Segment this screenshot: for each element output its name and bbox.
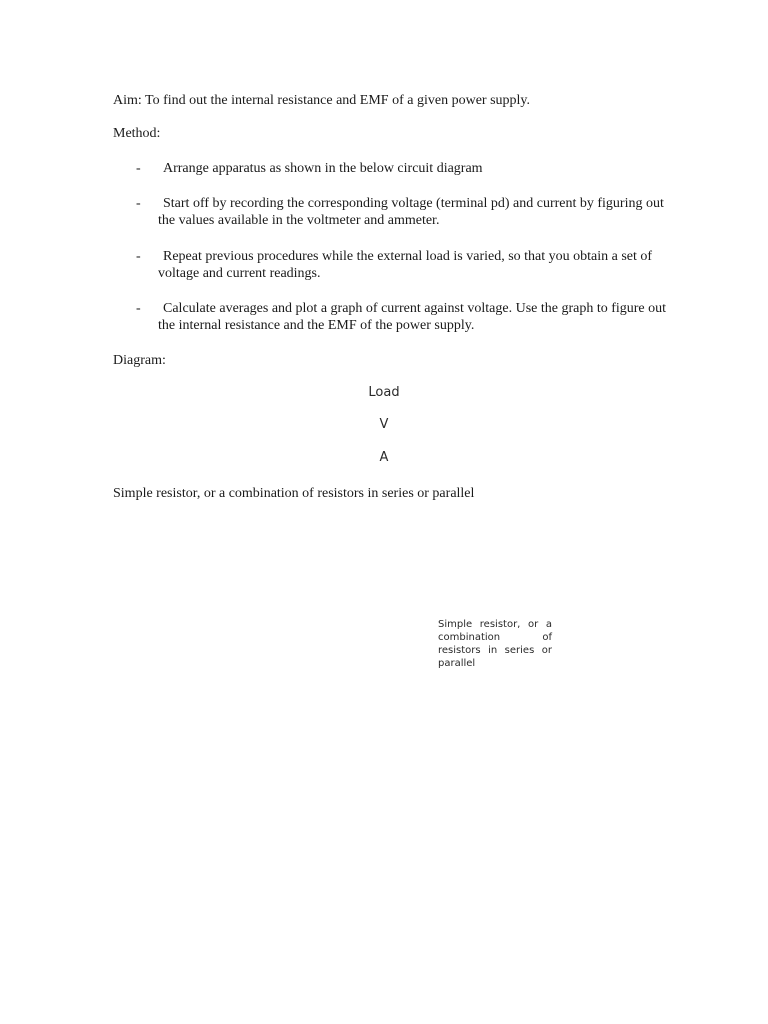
list-item xyxy=(136,195,676,229)
ammeter-label: A xyxy=(379,450,389,465)
diagram-caption: Simple resistor, or a combination of resistors in series or parallel xyxy=(113,486,475,501)
list-item xyxy=(136,248,676,282)
list-item xyxy=(136,160,676,177)
load-label: Load xyxy=(368,385,400,400)
list-bullet: - xyxy=(136,249,141,264)
list-bullet: - xyxy=(136,196,141,211)
diagram-heading: Diagram: xyxy=(113,353,166,368)
aim-statement: Aim: To find out the internal resistance and EMF of a given power supply. xyxy=(113,93,530,108)
list-item-text: Start off by recording the corresponding voltage (terminal pd) and current by figuring out the values available in the voltmeter and ammeter. xyxy=(158,196,664,228)
list-bullet: - xyxy=(136,161,141,176)
list-item xyxy=(136,300,676,334)
diagram-callout-text: Simple resistor, or a combination of resistors in series or parallel xyxy=(438,619,552,669)
method-heading: Method: xyxy=(113,126,161,141)
list-item-text: Calculate averages and plot a graph of current against voltage. Use the graph to figure out the internal resistance and the EMF of the power supply. xyxy=(158,301,667,333)
list-bullet: - xyxy=(136,301,141,316)
list-item-text: Repeat previous procedures while the external load is varied, so that you obtain a set of voltage and current readings. xyxy=(158,249,653,281)
list-item-text: Arrange apparatus as shown in the below circuit diagram xyxy=(163,161,483,176)
voltmeter-label: V xyxy=(379,417,389,432)
